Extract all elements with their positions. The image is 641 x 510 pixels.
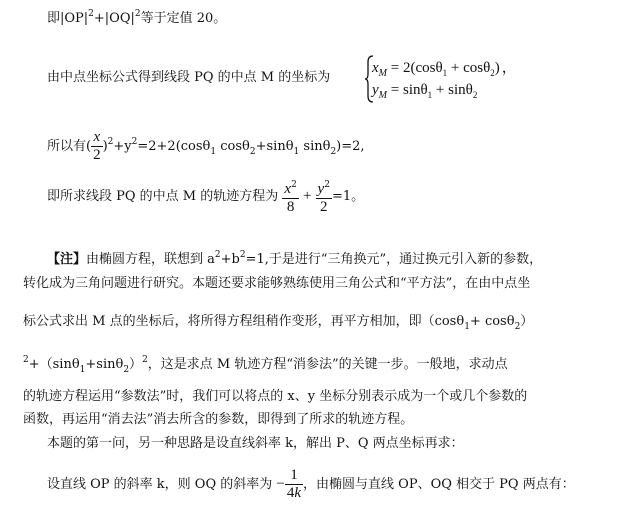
- var: x: [372, 60, 379, 76]
- text: 即|OP|: [47, 11, 89, 26]
- text: 所以有(: [47, 139, 92, 154]
- fraction-1-over-4k: $\frac{1}{4k}$: [286, 467, 302, 501]
- expr: + cosθ: [447, 60, 491, 76]
- superscript: 2: [107, 137, 114, 147]
- fraction-y2-over-2: $\frac{y^2}{2}$: [317, 180, 330, 215]
- note-line-1: 【注】由椭圆方程，联想到 $a^2+b^2=1$,于是进行“三角换元”，通过换元引入新的参数，: [47, 250, 543, 267]
- system-eq-1: [372, 56, 517, 79]
- comma: ，: [501, 60, 517, 76]
- sub: 1: [442, 68, 448, 78]
- note-line-8: 设直线 OP 的斜率 k，则 OQ 的斜率为 − $\frac{1}{4k}$ ，由椭圆与直线 OP、OQ 相交于 PQ 两点有：: [47, 467, 575, 501]
- text: 等于定值 20。: [140, 11, 227, 26]
- line-4: 即所求线段 PQ 的中点 M 的轨迹方程为 $\frac{x^2}{8}$ + $\frac{y^2}{2}$ =1。: [47, 174, 364, 219]
- text: 由中点坐标公式得到线段 PQ 的中点 M 的坐标为: [47, 70, 331, 85]
- superscript: 2: [88, 9, 94, 19]
- text: =2+2(cosθ: [137, 139, 211, 154]
- superscript: 2: [131, 137, 138, 147]
- note-line-7: 本题的第一问，另一种思路是设直线斜率 k，解出 P、Q 两点坐标再求：: [47, 436, 464, 451]
- note-line-4: $^2+(\sin\theta_1+\sin\theta_2)^2$，这是求点 M 轨迹方程“消参法”的关键一步。一般地，求动点: [23, 355, 508, 375]
- superscript: 2: [134, 9, 141, 19]
- note-line-3: 标公式求出 M 点的坐标后，将所得方程组稍作变形，再平方相加，即（cosθ$_1$+ cosθ$_2$）: [23, 314, 534, 332]
- expr: = 2(cosθ: [390, 60, 443, 76]
- note-line-5: 的轨迹方程运用“参数法”时，我们可以将点的 x、y 坐标分别表示成为一个或几个参数的: [23, 389, 528, 404]
- text: ): [102, 139, 108, 154]
- note-line-2: 转化成为三角问题进行研究。本题还要求能够熟练使用三角公式和“平方法”，在由中点坐: [23, 276, 531, 291]
- system-eq-2: [372, 82, 477, 101]
- expr: = sinθ: [390, 82, 428, 98]
- line-2-text: [47, 70, 330, 86]
- text: 即所求线段 PQ 的中点 M 的轨迹方程为: [47, 189, 279, 204]
- sub: M: [378, 90, 388, 101]
- note-tag: 【注】: [47, 252, 87, 267]
- sub: 2: [490, 68, 495, 78]
- fraction-x2-over-8: $\frac{x^2}{8}$: [284, 180, 297, 215]
- sub: 1: [427, 90, 433, 100]
- text: +y: [113, 139, 132, 154]
- note-line-6: 函数，再运用“消去法”消去所含的参数，即得到了所求的轨迹方程。: [23, 412, 414, 427]
- sub: 2: [472, 90, 478, 100]
- sub: M: [378, 68, 388, 79]
- text: +|OQ|: [93, 11, 135, 26]
- line-1: [47, 6, 226, 27]
- expr: + sinθ: [432, 82, 473, 98]
- var: y: [372, 82, 379, 98]
- fraction-x-over-2: $\frac{x}{2}$: [93, 129, 101, 163]
- line-3: 所以有( $\frac{x}{2}$ )$^2+y^2=2+2(\cos\theta_1$ cosθ$_2$+sinθ$_1$ sinθ$_2$)=2,: [47, 129, 365, 163]
- expr: ): [494, 60, 500, 76]
